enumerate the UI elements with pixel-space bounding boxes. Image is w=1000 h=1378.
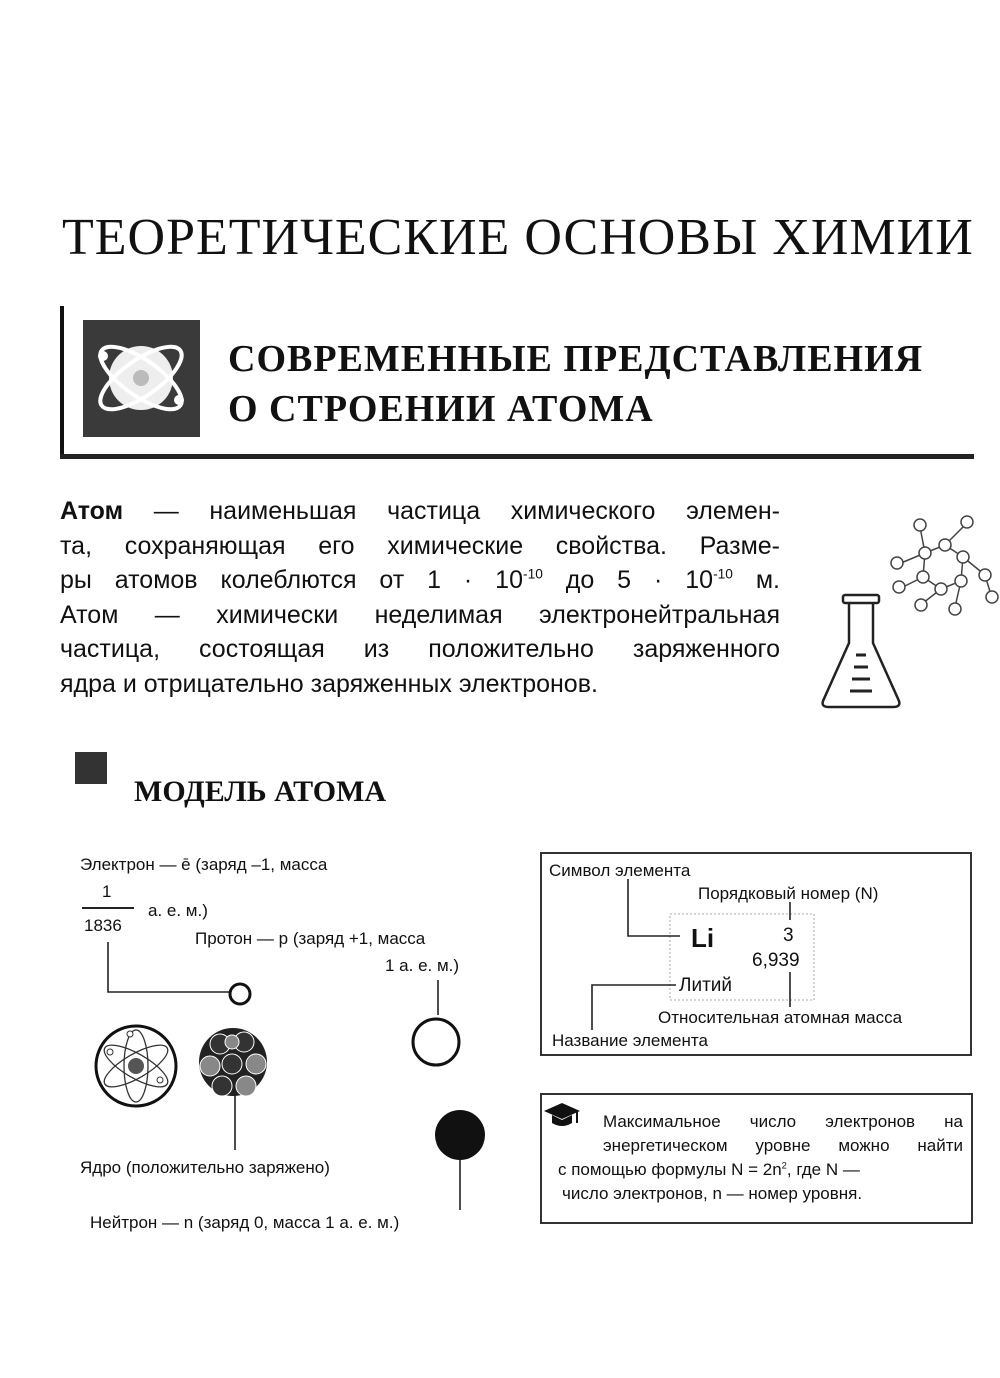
nucleus-drawing — [199, 1028, 267, 1096]
section-underline — [60, 454, 974, 459]
intro-exp-2: -10 — [713, 566, 733, 582]
element-name: Литий — [679, 975, 733, 996]
proton-mass: 1 а. е. м.) — [385, 956, 460, 975]
intro-line-2: та, сохраняющая его химические свойства. Разме- — [60, 531, 780, 560]
subsection-title: МОДЕЛЬ АТОМА — [134, 775, 387, 808]
neutron-label: Нейтрон — n (заряд 0, масса 1 а. е. м.) — [90, 1213, 400, 1232]
info-line-1: Максимальное число электронов на — [603, 1112, 963, 1131]
section-title-line2: О СТРОЕНИИ АТОМА — [228, 388, 654, 430]
mass-caption: Относительная атомная масса — [658, 1008, 903, 1027]
page-title: ТЕОРЕТИЧЕСКИЕ ОСНОВЫ ХИМИИ — [62, 209, 974, 266]
flask-molecule-icon — [805, 515, 1000, 715]
electron-mass-unit: а. е. м.) — [148, 901, 208, 920]
intro-line-3b: до 5 · 10 — [542, 566, 714, 594]
graduation-cap-icon — [542, 1095, 582, 1133]
intro-line-3c: м. — [732, 566, 780, 594]
element-symbol: Li — [691, 923, 715, 953]
nucleus-label: Ядро (положительно заряжено) — [80, 1158, 330, 1177]
section-left-bar — [60, 306, 64, 458]
symbol-caption: Символ элемента — [549, 861, 691, 880]
electron-label: Электрон — ē (заряд –1, масса — [80, 855, 328, 874]
intro-exp-1: -10 — [522, 566, 543, 582]
section-title-line1: СОВРЕМЕННЫЕ ПРЕДСТАВЛЕНИЯ — [228, 338, 924, 380]
info-line-3b: , где N — — [786, 1160, 860, 1179]
intro-line-5: частица, состоящая из положительно заряженного — [60, 635, 780, 663]
name-caption: Название элемента — [552, 1031, 708, 1050]
fraction-bar — [82, 907, 134, 909]
neutron-symbol — [435, 1110, 485, 1160]
proton-label: Протон — p (заряд +1, масса — [195, 929, 426, 948]
electron-symbol — [230, 984, 250, 1004]
info-line-4: число электронов, n — номер уровня. — [562, 1184, 863, 1203]
atom-icon — [83, 320, 200, 437]
element-mass: 6,939 — [752, 950, 800, 971]
intro-term: Атом — [60, 497, 124, 525]
intro-paragraph — [60, 494, 780, 701]
section-title — [228, 334, 923, 434]
info-line-2: энергетическом уровне можно найти — [603, 1136, 963, 1155]
intro-line-6: ядра и отрицательно заряженных электронов. — [60, 669, 598, 698]
intro-line-3 — [60, 563, 780, 598]
electron-mass-numerator: 1 — [102, 882, 112, 901]
intro-line-1-text: — наименьшая частица химического элемен- — [123, 497, 780, 525]
intro-line-4: Атом — химически неделимая электронейтральная — [60, 600, 780, 629]
info-line-3a: с помощью формулы N = 2n — [558, 1160, 782, 1179]
atom-drawing — [96, 1026, 176, 1106]
info-exp: 2 — [781, 1160, 787, 1171]
info-line-3 — [558, 1158, 860, 1182]
proton-symbol — [413, 1019, 459, 1065]
atom-model-diagram — [60, 840, 540, 1240]
subsection-marker — [75, 752, 107, 784]
intro-line-3a: ры атомов колеблются от 1 · 10 — [60, 566, 523, 594]
number-caption: Порядковый номер (N) — [698, 884, 879, 903]
element-number: 3 — [783, 925, 794, 946]
intro-line-1 — [60, 494, 780, 529]
electron-mass-denominator: 1836 — [84, 916, 122, 935]
